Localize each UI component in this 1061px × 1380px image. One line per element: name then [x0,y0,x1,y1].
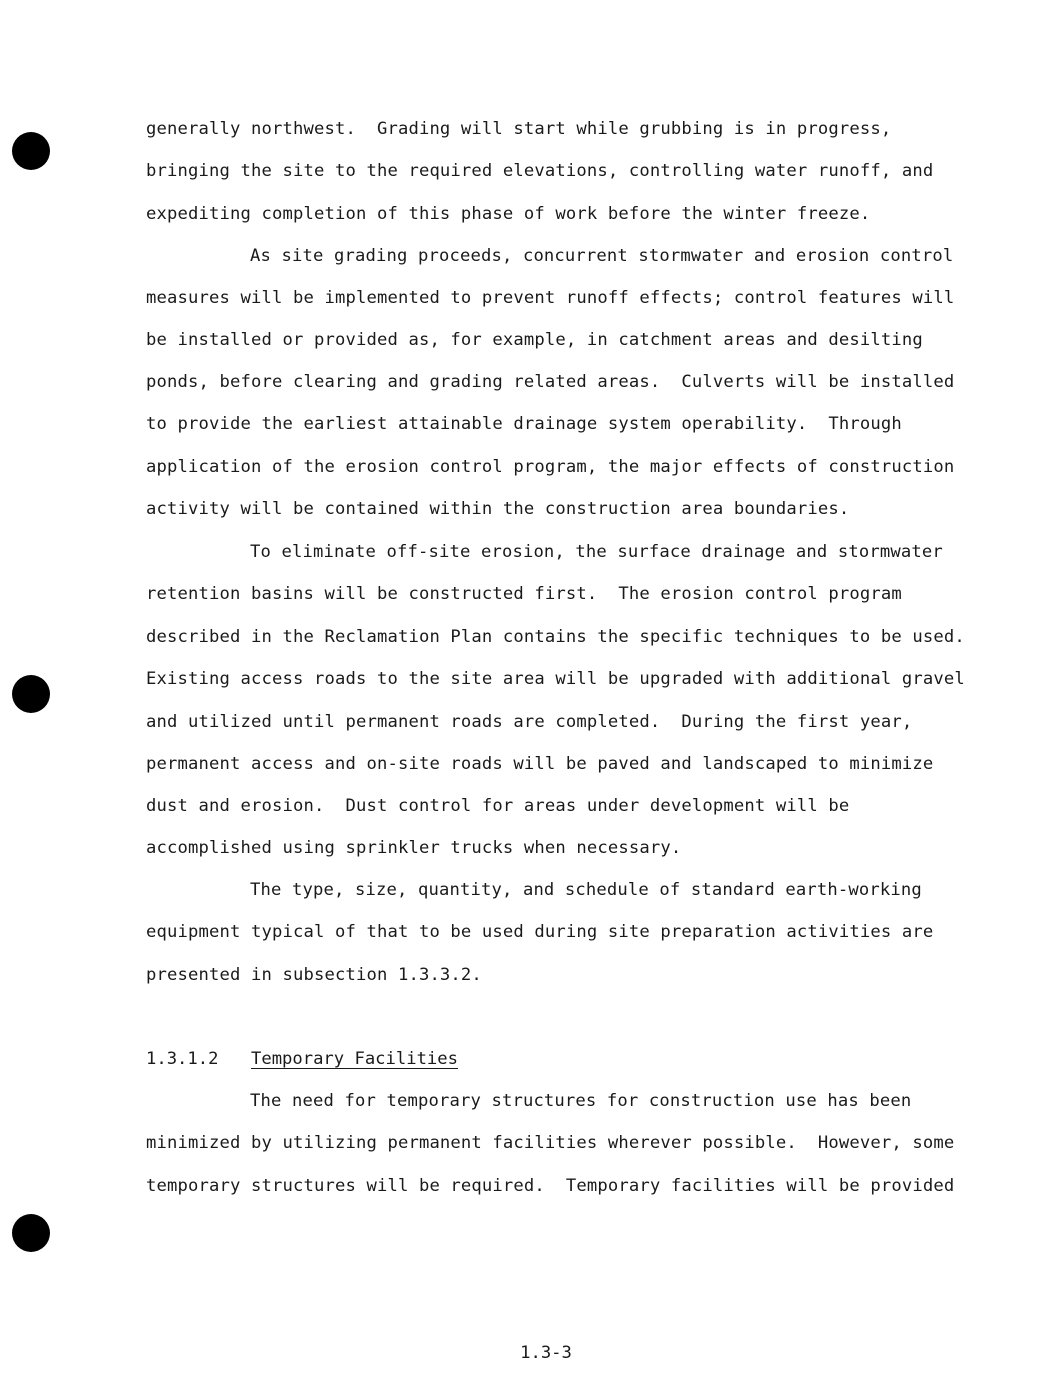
paragraph-line: activity will be contained within the construction area boundaries. [146,499,850,519]
paragraph-line: presented in subsection 1.3.3.2. [146,965,482,985]
paragraph-line: To eliminate off-site erosion, the surface drainage and stormwater [250,542,943,562]
paragraph-line: to provide the earliest attainable drainage system operability. Through [146,414,902,434]
paragraph-line: permanent access and on-site roads will be paved and landscaped to minimize [146,754,934,774]
paragraph-line: ponds, before clearing and grading related areas. Culverts will be installed [146,372,955,392]
paragraph-line: generally northwest. Grading will start while grubbing is in progress, [146,119,892,139]
section-number: 1.3.1.2 [146,1049,219,1069]
paragraph-line: application of the erosion control program, the major effects of construction [146,457,955,477]
paragraph-line: accomplished using sprinkler trucks when necessary. [146,838,682,858]
paragraph-line: equipment typical of that to be used during site preparation activities are [146,922,934,942]
section-title: Temporary Facilities [251,1049,458,1069]
paragraph-line: be installed or provided as, for example, in catchment areas and desilting [146,330,923,350]
paragraph-line: expediting completion of this phase of work before the winter freeze. [146,204,871,224]
paragraph-line: and utilized until permanent roads are completed. During the first year, [146,712,913,732]
paragraph-line: minimized by utilizing permanent facilities wherever possible. However, some [146,1133,955,1153]
punch-hole-top [12,132,50,170]
paragraph-line: temporary structures will be required. Temporary facilities will be provided [146,1176,955,1196]
paragraph-line: described in the Reclamation Plan contains the specific techniques to be used. [146,627,965,647]
page-number: 1.3-3 [520,1343,572,1363]
paragraph-line: retention basins will be constructed first. The erosion control program [146,584,902,604]
paragraph-line: measures will be implemented to prevent runoff effects; control features will [146,288,955,308]
paragraph-line: bringing the site to the required elevations, controlling water runoff, and [146,161,934,181]
paragraph-line: Existing access roads to the site area will be upgraded with additional gravel [146,669,965,689]
punch-hole-middle [12,675,50,713]
paragraph-line: The need for temporary structures for construction use has been [250,1091,912,1111]
paragraph-line: The type, size, quantity, and schedule of standard earth-working [250,880,922,900]
punch-hole-bottom [12,1214,50,1252]
paragraph-line: dust and erosion. Dust control for areas under development will be [146,796,850,816]
paragraph-line: As site grading proceeds, concurrent stormwater and erosion control [250,246,954,266]
